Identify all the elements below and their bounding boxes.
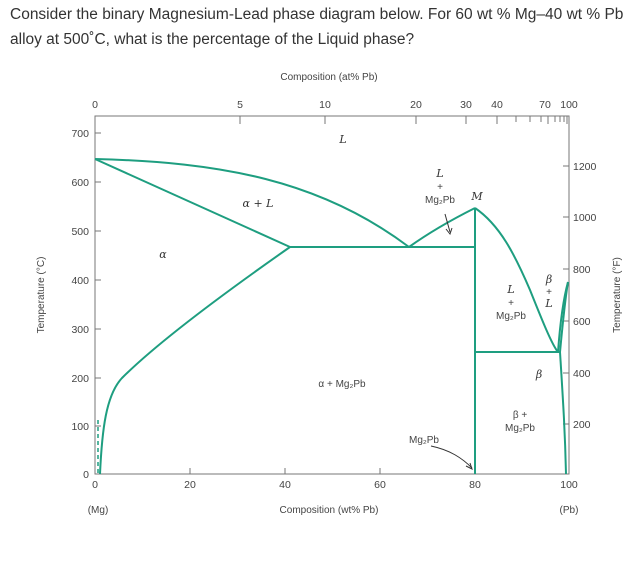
top-tick-label: 40 [491, 99, 503, 111]
region-label-alpha: α [159, 248, 167, 261]
left-tick-label: 700 [71, 128, 89, 140]
top-tick-label: 10 [319, 99, 331, 111]
region-label-l-mg2pb-right: + [508, 298, 514, 309]
bottom-tick-label: 100 [560, 479, 578, 491]
left-tick-label: 300 [71, 324, 89, 336]
region-label-beta: β [535, 368, 543, 381]
right-tick-label: 200 [573, 419, 591, 431]
top-tick-label: 100 [560, 99, 578, 111]
region-label-beta-mg2pb: Mg₂Pb [504, 423, 536, 434]
bottom-tick-label: 20 [184, 479, 196, 491]
left-axis-title: Temperature (°C) [36, 256, 47, 334]
top-axis-title: Composition (at% Pb) [280, 72, 378, 83]
question-text: Consider the binary Magnesium-Lead phase diagram below. For 60 wt % Mg–40 wt % Pb alloy at 500˚C, what is the percentage of the Liquid phase? [10, 6, 624, 48]
region-label-beta-mg2pb: β + [512, 410, 528, 421]
right-axis-title: Temperature (°F) [612, 257, 623, 333]
region-label-l-mg2pb: + [437, 182, 443, 193]
left-tick-label: 400 [71, 275, 89, 287]
region-label-alpha-mg2pb: α + Mg₂Pb [318, 379, 366, 390]
right-tick-label: 600 [573, 316, 591, 328]
bottom-axis-ticks [190, 468, 475, 474]
right-tick-label: 1200 [573, 161, 597, 173]
region-label-l-mg2pb: L [436, 167, 444, 180]
top-tick-label: 5 [237, 99, 243, 111]
right-tick-label: 400 [573, 368, 591, 380]
region-label-l-mg2pb: Mg₂Pb [424, 195, 456, 206]
left-tick-label: 200 [71, 373, 89, 385]
top-tick-label: 20 [410, 99, 422, 111]
left-tick-label: 100 [71, 421, 89, 433]
top-tick-label: 30 [460, 99, 472, 111]
plot-frame [95, 116, 569, 474]
bottom-tick-label: 80 [469, 479, 481, 491]
bottom-tick-label: 40 [279, 479, 291, 491]
left-tick-label: 500 [71, 226, 89, 238]
region-label-alpha-liquid: α + L [242, 197, 274, 210]
region-label-beta-liquid: L [545, 297, 553, 310]
top-axis-ticks [95, 116, 567, 124]
label-mg2pb-line: Mg₂Pb [408, 435, 440, 446]
bottom-tick-label: 60 [374, 479, 386, 491]
region-label-l-mg2pb-right: Mg₂Pb [495, 311, 527, 322]
left-tick-label: 600 [71, 177, 89, 189]
annotation-arrows [431, 214, 472, 469]
region-label-beta-liquid: β [545, 273, 553, 286]
end-label-mg: (Mg) [87, 505, 109, 516]
right-tick-label: 1000 [573, 212, 597, 224]
right-tick-label: 800 [573, 264, 591, 276]
point-label-m: M [471, 190, 483, 203]
region-label-beta-liquid: + [546, 287, 552, 298]
region-label-l-mg2pb-right: L [507, 283, 515, 296]
region-label-liquid: L [339, 133, 347, 146]
top-tick-label: 0 [92, 99, 98, 111]
bottom-axis-title: Composition (wt% Pb) [279, 505, 379, 516]
bottom-tick-label: 0 [92, 479, 98, 491]
top-tick-label: 70 [539, 99, 551, 111]
left-tick-label: 0 [83, 469, 89, 481]
end-label-pb: (Pb) [559, 505, 579, 516]
